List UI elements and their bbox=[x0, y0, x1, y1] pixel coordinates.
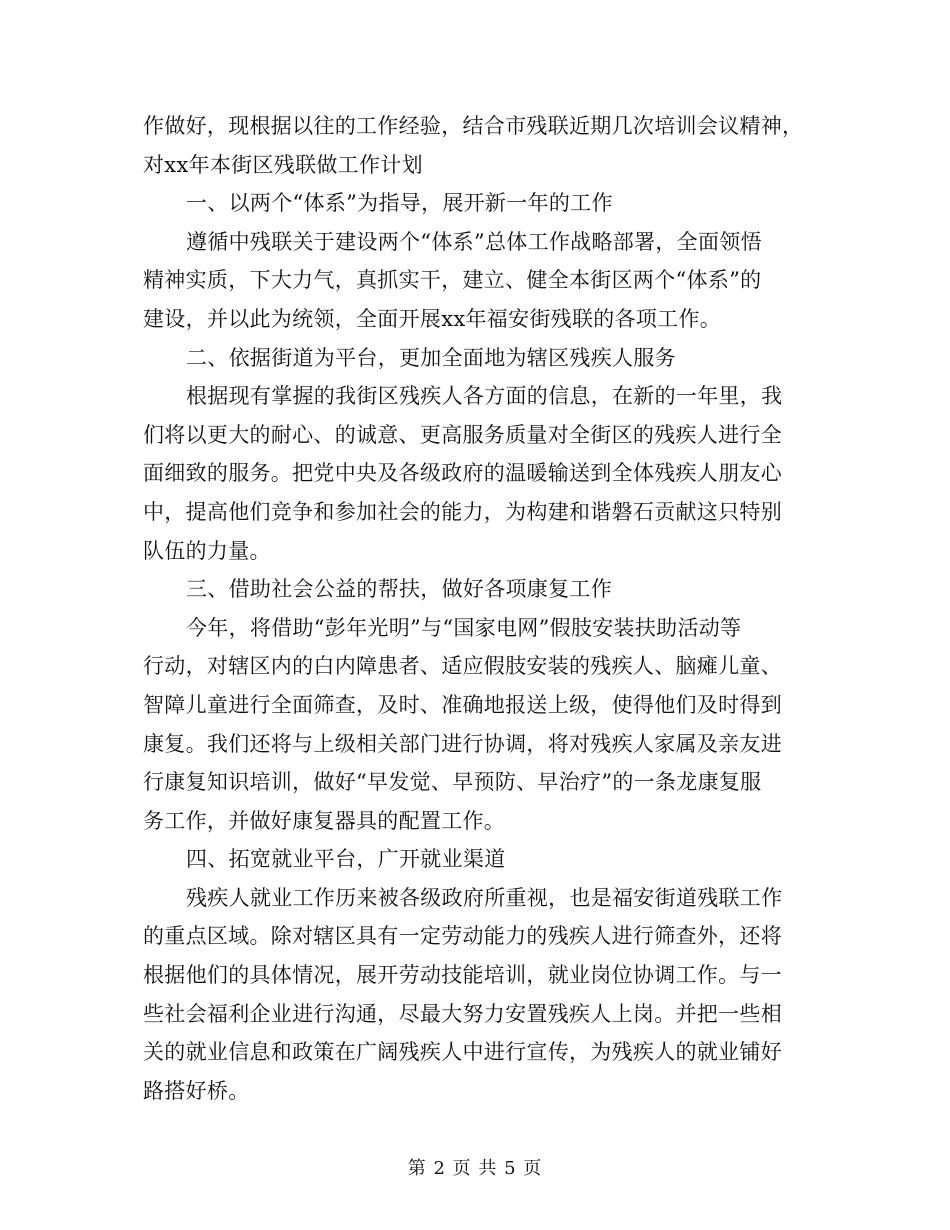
section-heading-1: 一、以两个“体系”为指导，展开新一年的工作 bbox=[186, 191, 613, 216]
text-line: 精神实质，下大力气，真抓实干，建立、健全本街区两个“体系”的 bbox=[143, 268, 762, 293]
text-line: 建设，并以此为统领，全面开展xx年福安街残联的各项工作。 bbox=[143, 306, 722, 331]
text-line: 康复。我们还将与上级相关部门进行协调，将对残疾人家属及亲友进 bbox=[143, 731, 782, 756]
section-heading-2: 二、依据街道为平台，更加全面地为辖区残疾人服务 bbox=[186, 345, 676, 370]
text-line: 关的就业信息和政策在广阔残疾人中进行宣传，为残疾人的就业铺好 bbox=[143, 1040, 782, 1065]
page-number-footer: 第 2 页 共 5 页 bbox=[407, 1158, 543, 1179]
text-line: 根据他们的具体情况，展开劳动技能培训，就业岗位协调工作。与一 bbox=[143, 963, 782, 988]
text-line: 务工作，并做好康复器具的配置工作。 bbox=[143, 808, 506, 833]
text-line: 们将以更大的耐心、的诚意、更高服务质量对全街区的残疾人进行全 bbox=[143, 422, 782, 447]
text-line: 对xx年本街区残联做工作计划 bbox=[143, 152, 423, 177]
text-line: 路搭好桥。 bbox=[143, 1078, 250, 1103]
text-line: 队伍的力量。 bbox=[143, 538, 271, 563]
text-line: 的重点区域。除对辖区具有一定劳动能力的残疾人进行筛查外，还将 bbox=[143, 924, 782, 949]
text-line: 面细致的服务。把党中央及各级政府的温暖输送到全体残疾人朋友心 bbox=[143, 461, 782, 486]
paragraph-start: 今年，将借助“彭年光明”与“国家电网”假肢安装扶助活动等 bbox=[186, 615, 742, 640]
section-heading-4: 四、拓宽就业平台，广开就业渠道 bbox=[186, 847, 506, 872]
section-heading-3: 三、借助社会公益的帮扶，做好各项康复工作 bbox=[186, 577, 612, 602]
text-line: 行动，对辖区内的白内障患者、适应假肢安装的残疾人、脑瘫儿童、 bbox=[143, 654, 782, 679]
paragraph-start: 遵循中残联关于建设两个“体系”总体工作战略部署，全面领悟 bbox=[186, 229, 762, 254]
text-line: 智障儿童进行全面筛查，及时、准确地报送上级，使得他们及时得到 bbox=[143, 692, 782, 717]
text-line: 些社会福利企业进行沟通，尽最大努力安置残疾人上岗。并把一些相 bbox=[143, 1001, 782, 1026]
paragraph-start: 根据现有掌握的我街区残疾人各方面的信息，在新的一年里，我 bbox=[186, 384, 783, 409]
text-line: 中，提高他们竞争和参加社会的能力，为构建和谐磐石贡献这只特别 bbox=[143, 499, 782, 524]
text-line: 作做好，现根据以往的工作经验，结合市残联近期几次培训会议精神， bbox=[143, 114, 804, 138]
document-body bbox=[143, 107, 808, 1110]
text-line: 行康复知识培训，做好“早发觉、早预防、早治疗”的一条龙康复服 bbox=[143, 770, 762, 795]
paragraph-start: 残疾人就业工作历来被各级政府所重视，也是福安街道残联工作 bbox=[186, 885, 783, 910]
